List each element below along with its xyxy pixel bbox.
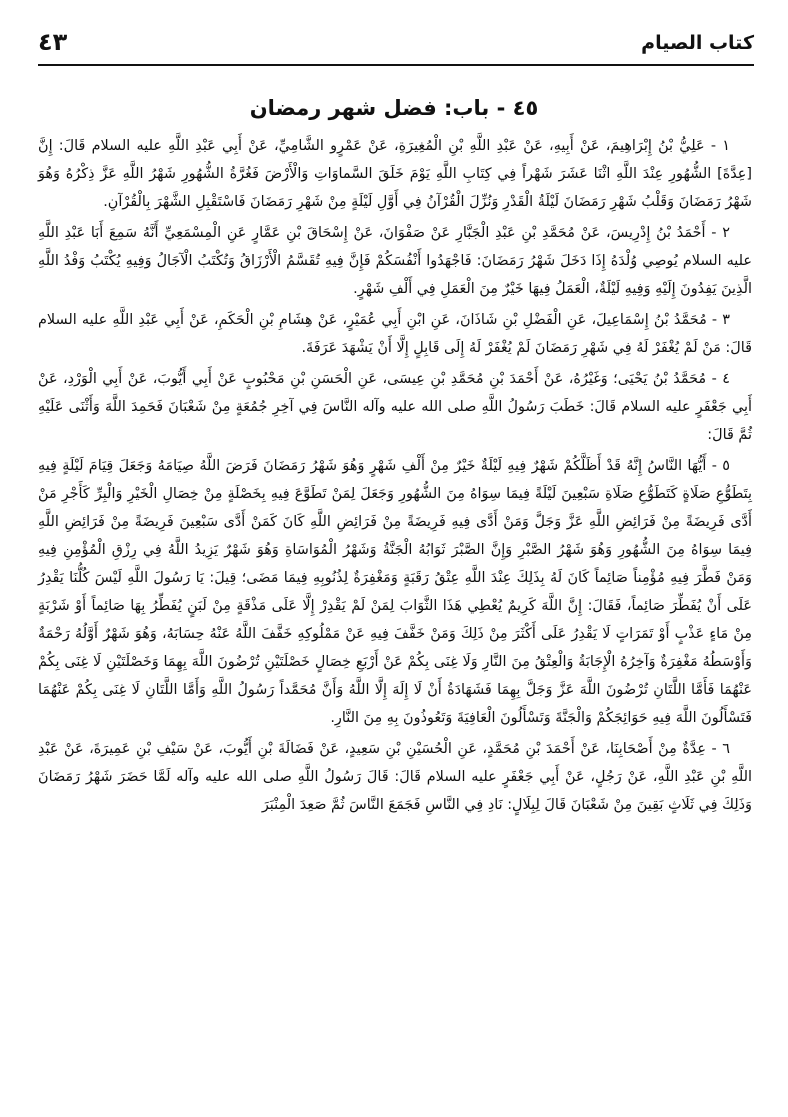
- hadith-1: ١ - عَلِيُّ بْنُ إِبْرَاهِيمَ، عَنْ أَبِيهِ، عَنْ عَبْدِ اللَّهِ بْنِ الْمُغِيرَةِ، عَنْ عَمْرٍو الشَّامِيِّ، عَنْ أَبِي عَبْدِ اللَّهِ عليه السلام قَالَ: إِنَّ [عِدَّةَ] الشُّهُورِ عِنْدَ اللَّهِ اثْنَا عَشَرَ شَهْراً فِي كِتَابِ اللَّهِ يَوْمَ خَلَقَ السَّماوَاتِ وَالْأَرْضَ فَغُرَّةُ الشُّهُورِ شَهْرُ اللَّهِ عَزَّ ذِكْرُهُ وَهُوَ شَهْرُ رَمَضَانَ وَقَلْبُ شَهْرِ رَمَضَانَ لَيْلَةُ الْقَدْرِ وَنُزِّلَ الْقُرْآنُ فِي أَوَّلِ لَيْلَةٍ مِنْ شَهْرِ رَمَضَانَ فَاسْتَقْبِلِ الشَّهْرَ بِالْقُرْآنِ.: [38, 138, 752, 210]
- hadith-4: ٤ - مُحَمَّدُ بْنُ يَحْيَى؛ وَغَيْرُهُ، عَنْ أَحْمَدَ بْنِ مُحَمَّدِ بْنِ عِيسَى، عَنِ الْحَسَنِ بْنِ مَحْبُوبٍ عَنْ أَبِي أَيُّوبَ، عَنْ أَبِي الْوَرْدِ، عَنْ أَبِي جَعْفَرٍ عليه السلام قَالَ: خَطَبَ رَسُولُ اللَّهِ صلى الله عليه وآله النَّاسَ فِي آخِرِ جُمُعَةٍ مِنْ شَعْبَانَ فَحَمِدَ اللَّهَ وَأَثْنَى عَلَيْهِ ثُمَّ قَالَ:: [38, 371, 752, 443]
- hadith-text: [38, 132, 752, 822]
- hadith-6: ٦ - عِدَّةٌ مِنْ أَصْحَابِنَا، عَنْ أَحْمَدَ بْنِ مُحَمَّدٍ، عَنِ الْحُسَيْنِ بْنِ سَعِيدٍ، عَنْ فَضَالَةَ بْنِ أَيُّوبَ، عَنْ سَيْفِ بْنِ عَمِيرَةَ، عَنْ عَبْدِ اللَّهِ بْنِ عَبْدِ اللَّهِ، عَنْ رَجُلٍ، عَنْ أَبِي جَعْفَرٍ عليه السلام قَالَ: قَالَ رَسُولُ اللَّهِ صلى الله عليه وآله لَمَّا حَضَرَ شَهْرُ رَمَضَانَ وَذَلِكَ فِي ثَلَاثٍ بَقِينَ مِنْ شَعْبَانَ قَالَ لِبِلَالٍ: نَادِ فِي النَّاسِ فَجَمَعَ النَّاسَ ثُمَّ صَعِدَ الْمِنْبَرَ: [38, 741, 752, 813]
- book-title: كتاب الصيام: [641, 32, 754, 54]
- hadith-5: ٥ - أَيُّهَا النَّاسُ إِنَّهُ قَدْ أَظَلَّكُمْ شَهْرٌ فِيهِ لَيْلَةٌ خَيْرٌ مِنْ أَلْفِ شَهْرٍ وَهُوَ شَهْرُ رَمَضَانَ فَرَضَ اللَّهُ صِيَامَهُ وَجَعَلَ قِيَامَ لَيْلَةٍ فِيهِ بِتَطَوُّعِ صَلَاةٍ كَتَطَوُّعِ صَلَاةِ سَبْعِينَ لَيْلَةً فِيمَا سِوَاهُ مِنَ الشُّهُورِ وَجَعَلَ لِمَنْ تَطَوَّعَ فِيهِ بِخَصْلَةٍ مِنْ خِصَالِ الْخَيْرِ وَالْبِرِّ كَأَجْرِ مَنْ أَدَّى فَرِيضَةً مِنْ فَرَائِضِ اللَّهِ عَزَّ وَجَلَّ وَمَنْ أَدَّى فِيهِ فَرِيضَةً مِنْ فَرَائِضِ اللَّهِ كَانَ كَمَنْ أَدَّى سَبْعِينَ فَرِيضَةً مِنْ فَرَائِضِ اللَّهِ فِيمَا سِوَاهُ مِنَ الشُّهُورِ وَهُوَ شَهْرُ الصَّبْرِ وَإِنَّ الصَّبْرَ ثَوَابُهُ الْجَنَّةُ وَشَهْرُ الْمُوَاسَاةِ وَهُوَ شَهْرٌ يَزِيدُ اللَّهُ فِي رِزْقِ الْمُؤْمِنِ فِيهِ وَمَنْ فَطَّرَ فِيهِ مُؤْمِناً صَائِماً كَانَ لَهُ بِذَلِكَ عِنْدَ اللَّهِ عِتْقُ رَقَبَةٍ وَمَغْفِرَةٌ لِذُنُوبِهِ فِيمَا مَضَى؛ قِيلَ: يَا رَسُولَ اللَّهِ لَيْسَ كُلُّنَا يَقْدِرُ عَلَى أَنْ يُفَطِّرَ صَائِماً، فَقَالَ: إِنَّ اللَّهَ كَرِيمٌ يُعْطِي هَذَا الثَّوَابَ لِمَنْ لَمْ يَقْدِرْ إِلَّا عَلَى مَذْقَةٍ مِنْ لَبَنٍ يُفَطِّرُ بِهَا صَائِماً أَوْ شَرْبَةٍ مِنْ مَاءٍ عَذْبٍ أَوْ تَمَرَاتٍ لَا يَقْدِرُ عَلَى أَكْثَرَ مِنْ ذَلِكَ وَمَنْ خَفَّفَ فِيهِ عَنْ مَمْلُوكِهِ خَفَّفَ اللَّهُ عَنْهُ حِسَابَهُ، وَهُوَ شَهْرٌ أَوَّلُهُ رَحْمَةٌ وَأَوْسَطُهُ مَغْفِرَةٌ وَآخِرُهُ الْإِجَابَةُ وَالْعِتْقُ مِنَ النَّارِ وَلَا غِنَى بِكُمْ عَنْ أَرْبَعِ خِصَالٍ خَصْلَتَيْنِ تُرْضُونَ اللَّهَ بِهِمَا وَخَصْلَتَيْنِ لَا غِنَى بِكُمْ عَنْهُمَا فَأَمَّا اللَّتَانِ تُرْضُونَ اللَّهَ عَزَّ وَجَلَّ بِهِمَا فَشَهَادَةُ أَنْ لَا إِلَهَ إِلَّا اللَّهُ وَأَنَّ مُحَمَّداً رَسُولُ اللَّهِ وَأَمَّا اللَّتَانِ لَا غِنَى بِكُمْ عَنْهُمَا فَتَسْأَلُونَ اللَّهَ فِيهِ حَوَائِجَكُمْ وَالْجَنَّةَ وَتَسْأَلُونَ الْعَافِيَةَ وَتَعُوذُونَ بِهِ مِنَ النَّارِ.: [38, 458, 752, 726]
- hadith-3: ٣ - مُحَمَّدُ بْنُ إِسْمَاعِيلَ، عَنِ الْفَضْلِ بْنِ شَاذَانَ، عَنِ ابْنِ أَبِي عُمَيْرٍ، عَنْ هِشَامِ بْنِ الْحَكَمِ، عَنْ أَبِي عَبْدِ اللَّهِ عليه السلام قَالَ: مَنْ لَمْ يُغْفَرْ لَهُ فِي شَهْرِ رَمَضَانَ لَمْ يُغْفَرْ لَهُ إِلَى قَابِلٍ إِلَّا أَنْ يَشْهَدَ عَرَفَةَ.: [38, 312, 752, 356]
- page-header: [38, 28, 754, 66]
- page-number: ٤٣: [38, 28, 68, 56]
- chapter-title: ٤٥ - باب: فضل شهر رمضان: [249, 96, 539, 120]
- hadith-2: ٢ - أَحْمَدُ بْنُ إِدْرِيسَ، عَنْ مُحَمَّدِ بْنِ عَبْدِ الْجَبَّارِ عَنْ صَفْوَانَ، عَنْ إِسْحَاقَ بْنِ عَمَّارٍ عَنِ الْمِسْمَعِيِّ أَنَّهُ سَمِعَ أَبَا عَبْدِ اللَّهِ عليه السلام يُوصِي وُلْدَهُ إِذَا دَخَلَ شَهْرُ رَمَضَانَ: فَاجْهَدُوا أَنْفُسَكُمْ فَإِنَّ فِيهِ تُقَسَّمُ الْأَرْزَاقُ وَتُكْتَبُ الْآجَالُ وَفِيهِ يُكْتَبُ وَفْدُ اللَّهِ الَّذِينَ يَفِدُونَ إِلَيْهِ وَفِيهِ لَيْلَةٌ، الْعَمَلُ فِيهَا خَيْرٌ مِنَ الْعَمَلِ فِي أَلْفِ شَهْرٍ.: [38, 225, 752, 297]
